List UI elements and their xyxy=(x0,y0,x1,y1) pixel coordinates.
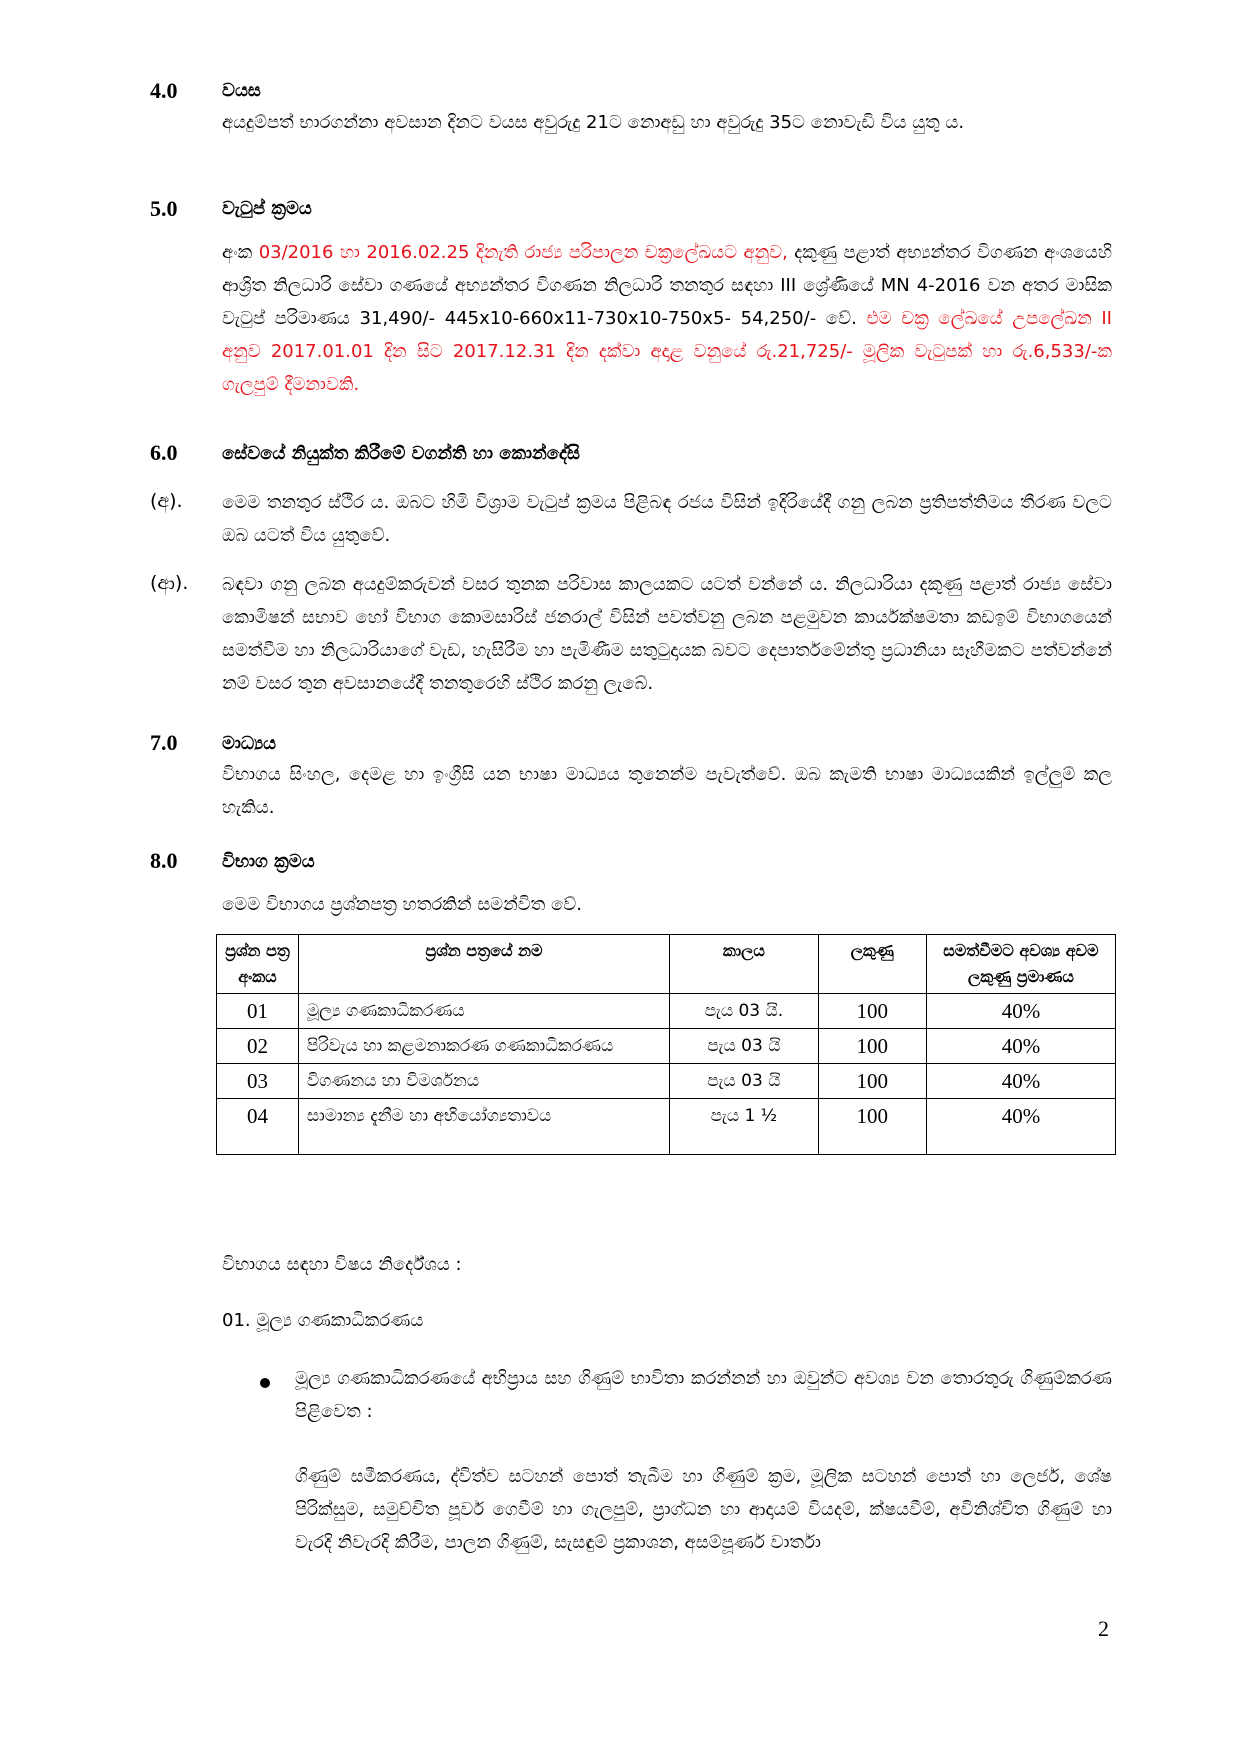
header-marks: ලකුණු xyxy=(818,935,926,994)
header-paper-name: ප්‍රශ්න පත්‍රයේ නම xyxy=(298,935,669,994)
section-5-heading: වැටුප් ක්‍රමය xyxy=(222,198,312,219)
cell-paper-no: 02 xyxy=(217,1029,299,1064)
section-6aa-label: (ආ). xyxy=(150,572,189,594)
cell-paper-name: සාමාන්‍ය දැනීම හා අභියෝග්‍යතාවය xyxy=(298,1099,669,1155)
cell-duration: පැය 03 යි xyxy=(670,1029,819,1064)
cell-paper-name: මූල්‍ය ගණකාධිකරණය xyxy=(298,994,669,1029)
section-5-lead: අංක xyxy=(222,242,259,263)
header-paper-no: ප්‍රශ්න පත්‍ර අංකය xyxy=(217,935,299,994)
section-6a-label: (අ). xyxy=(150,490,183,512)
cell-duration: පැය 03 යි xyxy=(670,1064,819,1099)
section-5-text xyxy=(222,236,1112,401)
section-4-number: 4.0 xyxy=(150,78,178,103)
table-row xyxy=(217,1029,1116,1064)
section-7-heading: මාධ්‍යය xyxy=(222,733,277,754)
header-duration: කාලය xyxy=(670,935,819,994)
table-row xyxy=(217,1064,1116,1099)
section-6-number: 6.0 xyxy=(150,440,178,465)
section-8-intro: මෙම විභාගය ප්‍රශ්නපත්‍ර හතරකින් සමන්විත වේ. xyxy=(222,894,582,915)
section-8-number: 8.0 xyxy=(150,848,178,873)
syllabus-item-1: 01. මූල්‍ය ගණකාධිකරණය xyxy=(222,1310,424,1331)
section-6-heading: සේවයේ නියුක්ත කිරීමේ වගන්ති හා කොන්දේසි xyxy=(222,443,580,464)
cell-paper-no: 03 xyxy=(217,1064,299,1099)
cell-pass-mark: 40% xyxy=(926,1099,1115,1155)
cell-paper-name: පිරිවැය හා කළමනාකරණ ගණකාධිකරණය xyxy=(298,1029,669,1064)
section-6aa-text: බඳවා ගනු ලබන අයදුම්කරුවන් වසර තුනක පරිවාස කාලයකට යටත් වන්නේ ය. නිලධාරියා දකුණු පළාත් රාජ්‍ය සේවා කොමිෂන් සභාව හෝ විභාග කොමසාරිස් ජනරාල් විසින් පවත්වනු ලබන පළමුවන කාර්යක්ෂමතා කඩඉම් විභාගයෙන් සමත්වීම හා නිලධාරියාගේ වැඩ, හැසිරීම හා පැමිණීම සතුටුදායක බවට දෙපාර්තමේන්තු ප්‍රධානියා සෑහීමකට පත්වන්නේ නම් වසර තුන අවසානයේදී තනතුරෙහි ස්ථිර කරනු ලැබේ. xyxy=(222,574,1112,694)
section-5-number: 5.0 xyxy=(150,196,178,221)
table-row xyxy=(217,994,1116,1029)
cell-pass-mark: 40% xyxy=(926,994,1115,1029)
cell-marks: 100 xyxy=(818,1029,926,1064)
cell-marks: 100 xyxy=(818,1064,926,1099)
cell-duration: පැය 1 ½ xyxy=(670,1099,819,1155)
section-4-heading: වයස xyxy=(222,80,261,101)
syllabus-title: විභාගය සඳහා විෂය නිර්දේශය : xyxy=(222,1254,462,1275)
cell-marks: 100 xyxy=(818,994,926,1029)
cell-pass-mark: 40% xyxy=(926,1029,1115,1064)
table-row xyxy=(217,1099,1116,1155)
cell-paper-no: 04 xyxy=(217,1099,299,1155)
header-pass-mark: සමත්වීමට අවශ්‍ය අවම ලකුණු ප්‍රමාණය xyxy=(926,935,1115,994)
section-5-salary-scale: දකුණු පළාත් අභ්‍යන්තර විගණන අංශයෙහි ආශ්‍රිත නිලධාරි සේවා ගණයේ අභ්‍යන්තර විගණන නිලධාරි තනතුර සඳහා III ශ්‍රේණියේ MN 4-2016 වන අතර මාසික වැටුප් පරිමාණය 31,490/- 445x10-660x11-730x10-750x5- 54,250/- වේ. xyxy=(222,242,1112,329)
cell-pass-mark: 40% xyxy=(926,1064,1115,1099)
section-5-circular-ref: 03/2016 හා 2016.02.25 දිනැති රාජ්‍ය පරිපාලන චක්‍රලේඛයට අනුව, xyxy=(258,242,788,263)
cell-paper-name: විගණනය හා විමර්ශනය xyxy=(298,1064,669,1099)
section-5-schedule-note: එම චක්‍ර ලේඛයේ උපලේඛන II අනුව 2017.01.01 දින සිට 2017.12.31 දින දක්වා අදාළ වනුයේ රු.21,725/- මූලික වැටුපක් හා රු.6,533/-ක ගැලපුම් දීමනාවකි. xyxy=(222,308,1112,395)
syllabus-bullet-1-detail: ගිණුම් සමීකරණය, ද්විත්ව සටහන් පොත් තැබීම හා ගිණුම් ක්‍රම, මූලික සටහන් පොත් හා ලෙජර්, ශේෂ පිරික්සුම, සමුච්චිත පූර්ව ගෙවීම් හා ගැලපුම්, ප්‍රාග්ධන හා ආදායම් වියදම්, ක්ෂයවීම්, අවිනිශ්චිත ගිණුම් හා වැරදි නිවැරදි කිරීම, පාලන ගිණුම්, සැසඳුම් ප්‍රකාශන, අසම්පූර්ණ වාර්තා xyxy=(295,1466,1112,1553)
page-number: 2 xyxy=(1098,1616,1109,1641)
table-header-row xyxy=(217,935,1116,994)
section-4-text: අයදුම්පත් භාරගන්නා අවසාන දිනට වයස අවුරුදු 21ට නොඅඩු හා අවුරුදු 35ට නොවැඩි විය යුතු ය. xyxy=(222,112,965,133)
syllabus-bullet-1: මූල්‍ය ගණකාධිකරණයේ අභිප්‍රාය සහ ගිණුම් භාවිතා කරන්නන් හා ඔවුන්ට අවශ්‍ය වන තොරතුරු ගිණුම්කරණ පිළිවෙත : xyxy=(295,1368,1112,1422)
section-7-text: විභාගය සිංහල, දෙමළ හා ඉංග්‍රීසි යන භාෂා මාධ්‍යය තුනෙන්ම පැවැත්වේ. ඔබ කැමති භාෂා මාධ්‍යයකින් ඉල්ලුම් කල හැකිය. xyxy=(222,764,1112,818)
section-8-heading: විභාග ක්‍රමය xyxy=(222,851,315,872)
section-6a-text: මෙම තනතුර ස්ථිර ය. ඔබට හිමි විශ්‍රාම වැටුප් ක්‍රමය පිළිබඳ රජය විසින් ඉදිරියේදී ගනු ලබන ප්‍රතිපත්තිමය තීරණ වලට ඔබ යටත් විය යුතුවේ. xyxy=(222,492,1112,546)
bullet-icon xyxy=(260,1378,270,1388)
section-7-number: 7.0 xyxy=(150,730,178,755)
exam-papers-table xyxy=(216,934,1116,1155)
cell-paper-no: 01 xyxy=(217,994,299,1029)
cell-duration: පැය 03 යි. xyxy=(670,994,819,1029)
cell-marks: 100 xyxy=(818,1099,926,1155)
